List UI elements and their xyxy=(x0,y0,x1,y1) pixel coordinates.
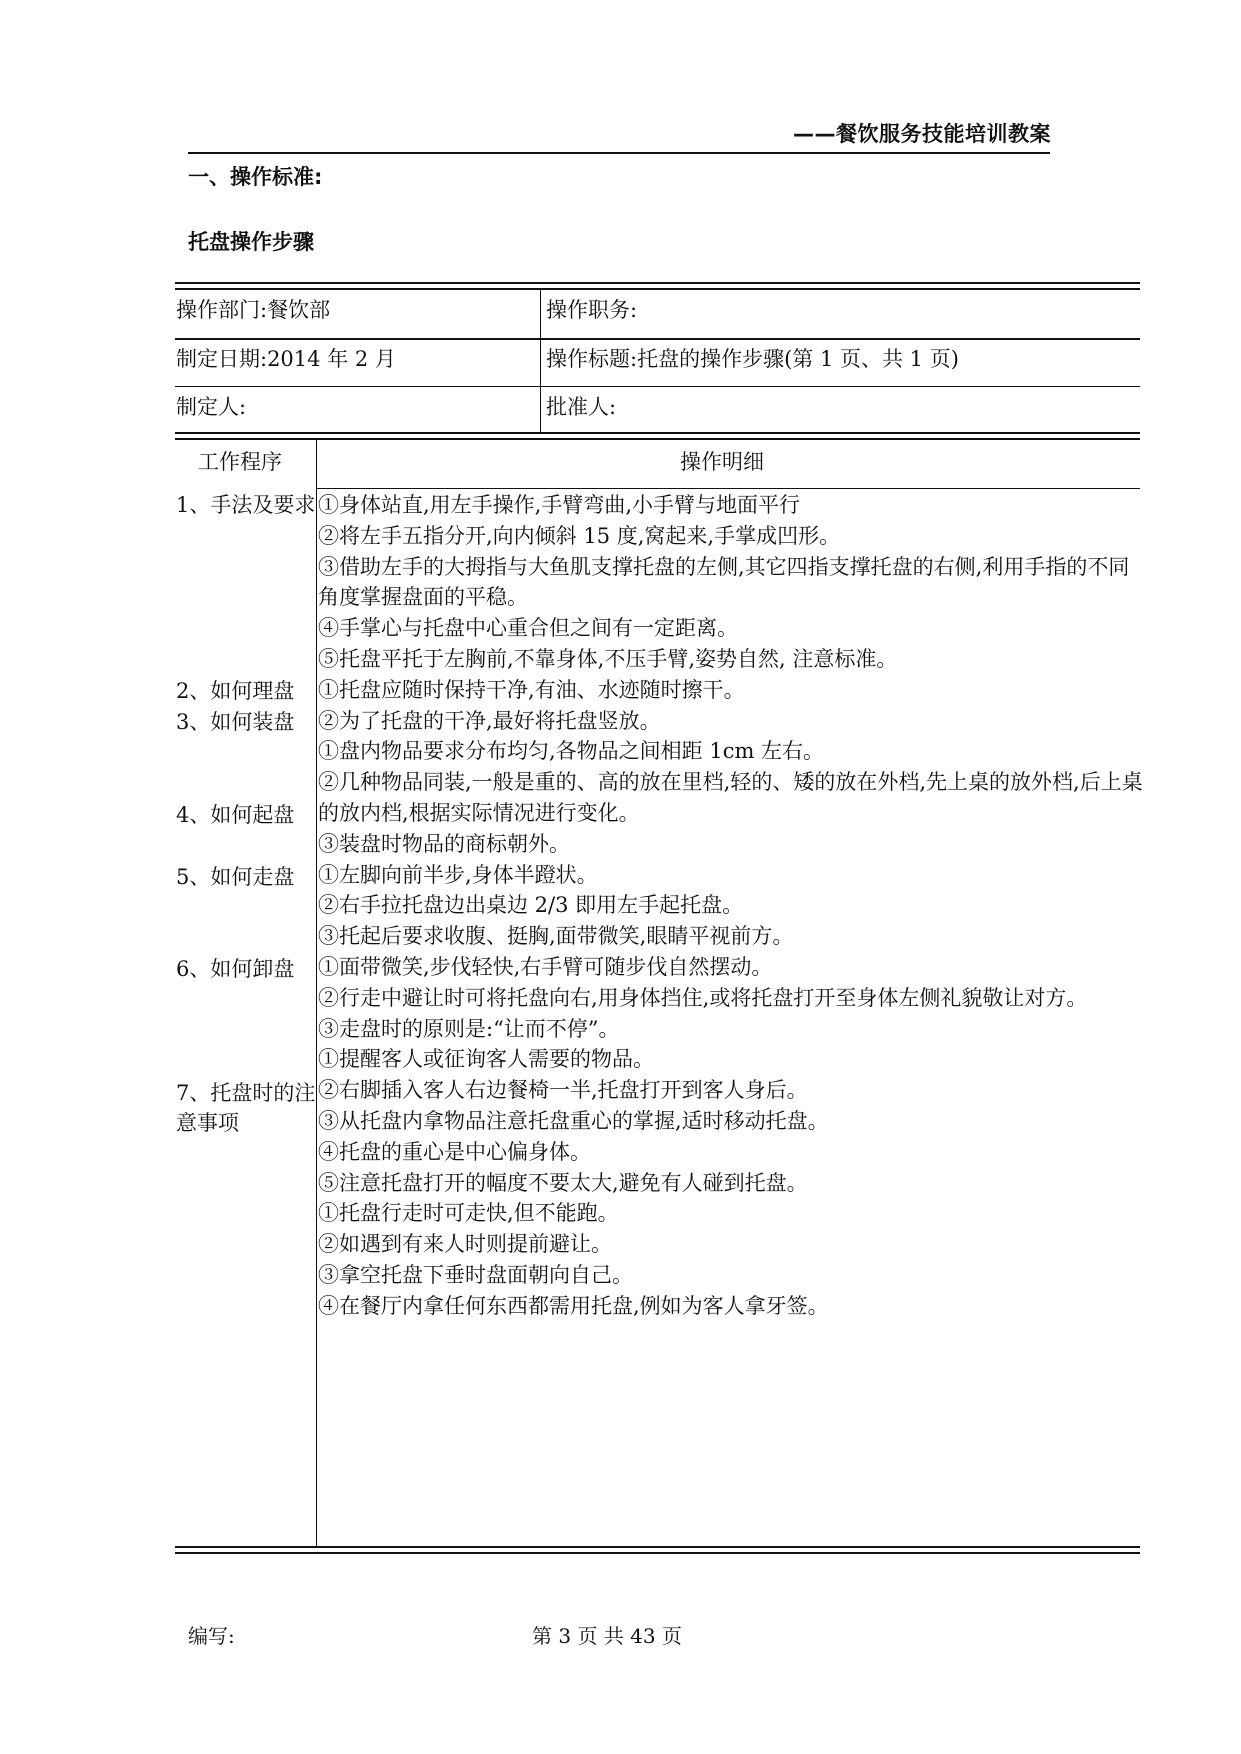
detail-line: ②将左手五指分开,向内倾斜 15 度,窝起来,手掌成凹形。 xyxy=(318,523,841,548)
procedure-label: 5、如何走盘 xyxy=(176,865,295,889)
detail-line: ③拿空托盘下垂时盘面朝向自己。 xyxy=(318,1262,633,1287)
procedure-header-divider xyxy=(316,488,1140,489)
detail-line: ③从托盘内拿物品注意托盘重心的掌握,适时移动托盘。 xyxy=(318,1108,829,1133)
procedure-label: 4、如何起盘 xyxy=(176,803,295,827)
procedure-column-divider xyxy=(316,440,317,1548)
info-department: 操作部门:餐饮部 xyxy=(176,298,331,322)
info-position: 操作职务: xyxy=(546,298,638,322)
detail-line: ①提醒客人或征询客人需要的物品。 xyxy=(318,1047,654,1072)
info-approver: 批准人: xyxy=(546,395,617,419)
detail-line: ③托起后要求收腹、挺胸,面带微笑,眼睛平视前方。 xyxy=(318,924,794,949)
detail-line: ②行走中避让时可将托盘向右,用身体挡住,或将托盘打开至身体左侧礼貌敬让对方。 xyxy=(318,985,1088,1010)
procedure-label: 6、如何卸盘 xyxy=(176,957,295,981)
procedure-label: 7、托盘时的注意事项 xyxy=(176,1081,316,1135)
column-header-procedure: 工作程序 xyxy=(198,450,282,474)
section-title: 一、操作标准: xyxy=(188,165,323,189)
subtitle: 托盘操作步骤 xyxy=(188,230,314,254)
detail-line: ②如遇到有来人时则提前避让。 xyxy=(318,1232,612,1257)
detail-line: ①盘内物品要求分布均匀,各物品之间相距 1cm 左右。 xyxy=(318,739,825,764)
detail-line: ④托盘的重心是中心偏身体。 xyxy=(318,1139,591,1164)
info-row-divider-1 xyxy=(175,338,1140,340)
detail-line: ②几种物品同装,一般是重的、高的放在里档,轻的、矮的放在外档,先上桌的放外档,后上桌的放内档,根据实际情况进行变化。 xyxy=(318,770,1143,825)
detail-line: ②右脚插入客人右边餐椅一半,托盘打开到客人身后。 xyxy=(318,1078,808,1103)
detail-line: ③装盘时物品的商标朝外。 xyxy=(318,831,570,856)
info-bottom-rule-2 xyxy=(175,438,1140,440)
header-rule xyxy=(188,152,1050,154)
info-row-divider-2 xyxy=(175,386,1140,387)
detail-line: ①身体站直,用左手操作,手臂弯曲,小手臂与地面平行 xyxy=(318,493,801,517)
info-op-title: 操作标题:托盘的操作步骤(第 1 页、共 1 页) xyxy=(546,347,959,371)
detail-line: ④手掌心与托盘中心重合但之间有一定距离。 xyxy=(318,616,738,641)
detail-line: ②为了托盘的干净,最好将托盘竖放。 xyxy=(318,708,661,733)
detail-line: ③走盘时的原则是:“让而不停”。 xyxy=(318,1016,620,1041)
detail-line: ⑤注意托盘打开的幅度不要太大,避免有人碰到托盘。 xyxy=(318,1170,808,1195)
detail-line: ①托盘应随时保持干净,有油、水迹随时擦干。 xyxy=(318,677,745,702)
info-author: 制定人: xyxy=(176,395,247,419)
footer-page-info: 第 3 页 共 43 页 xyxy=(532,1624,682,1648)
column-header-detail: 操作明细 xyxy=(680,450,764,474)
procedure-details xyxy=(318,490,1144,1322)
info-date: 制定日期:2014 年 2 月 xyxy=(176,347,396,371)
detail-line: ①面带微笑,步伐轻快,右手臂可随步伐自然摆动。 xyxy=(318,954,773,979)
info-top-rule-1 xyxy=(175,282,1140,284)
info-bottom-rule-1 xyxy=(175,432,1140,434)
detail-line: ④在餐厅内拿任何东西都需用托盘,例如为客人拿牙签。 xyxy=(318,1293,829,1318)
procedure-label: 3、如何装盘 xyxy=(176,710,295,734)
info-top-rule-2 xyxy=(175,288,1140,290)
detail-line: ⑤托盘平托于左胸前,不靠身体,不压手臂,姿势自然, 注意标准。 xyxy=(318,646,898,671)
info-column-divider xyxy=(540,290,541,432)
table-bottom-rule-2 xyxy=(175,1552,1140,1554)
detail-line: ①左脚向前半步,身体半蹬状。 xyxy=(318,862,598,887)
procedure-label: 1、手法及要求 xyxy=(176,493,316,517)
detail-line: ①托盘行走时可走快,但不能跑。 xyxy=(318,1201,619,1226)
document-header-title: ——餐饮服务技能培训教案 xyxy=(793,122,1051,146)
detail-line: ③借助左手的大拇指与大鱼肌支撑托盘的左侧,其它四指支撑托盘的右侧,利用手指的不同角度掌握盘面的平稳。 xyxy=(318,554,1130,610)
detail-line: ②右手拉托盘边出桌边 2/3 即用左手起托盘。 xyxy=(318,893,744,918)
table-bottom-rule-1 xyxy=(175,1546,1140,1548)
footer-author-label: 编写: xyxy=(188,1624,235,1648)
procedure-label: 2、如何理盘 xyxy=(176,679,295,703)
